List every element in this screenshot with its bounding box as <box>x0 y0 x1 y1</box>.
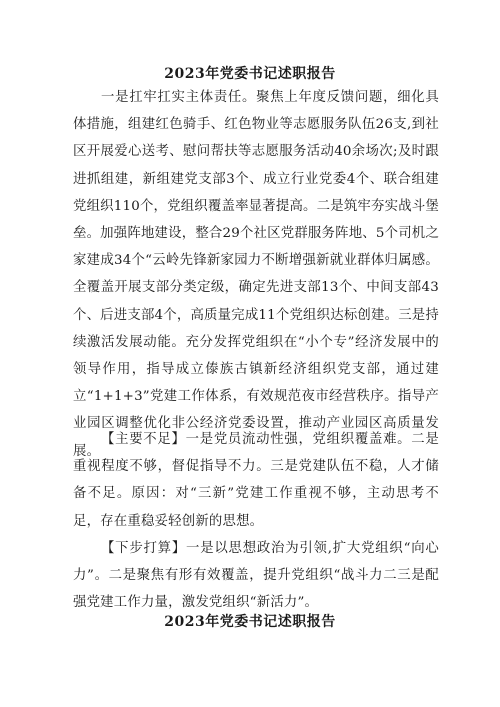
next-document-title: 2023年党委书记述职报告 <box>164 614 336 630</box>
document-title: 2023年党委书记述职报告 <box>164 66 336 82</box>
paragraph-main-work: 一是扛牢扛实主体责任。聚焦上年度反馈问题，细化具体措施，组建红色骑手、红色物业等志愿服务队伍26支,到社区开展爱心送考、慰问帮扶等志愿服务活动40余场次;及时跟进抓组建，新组建党支部3个、成立行业党委4个、联合组建党组织110个，党组织覆盖率显著提高。二是筑牢夯实战斗堡垒。加强阵地建设，整合29个社区党群服务阵地、5个司机之家建成34个“云岭先锋新家园力不断增强新就业群体归属感。全覆盖开展支部分类定级，确定先进支部13个、中间支部43个、后进支部4个，高质量完成11个党组织达标创建。三是持续激活发展动能。充分发挥党组织在“小个专”经济发展中的领导作用，指导成立傣族古镇新经济组织党支部，通过建立“1+1+3”党建工作体系，有效规范夜市经营秩序。指导产业园区调整优化非公经济党委设置，推动产业园区高质量发展。 <box>73 90 439 459</box>
paragraph-next-plan: 【下步打算】一是以思想政治为引领,扩大党组织“向心力”。二是聚焦有形有效覆盖，提升党组织“战斗力二三是配强党建工作力量，激发党组织“新活力”。 <box>73 541 439 611</box>
paragraph-shortcomings: 【主要不足】一是党员流动性强，党组织覆盖难。二是重视程度不够，督促指导不力。三是党建队伍不稳，人才储备不足。原因：对“三新”党建工作重视不够，主动思考不足，存在重稳妥轻创新的思想。 <box>73 432 439 529</box>
